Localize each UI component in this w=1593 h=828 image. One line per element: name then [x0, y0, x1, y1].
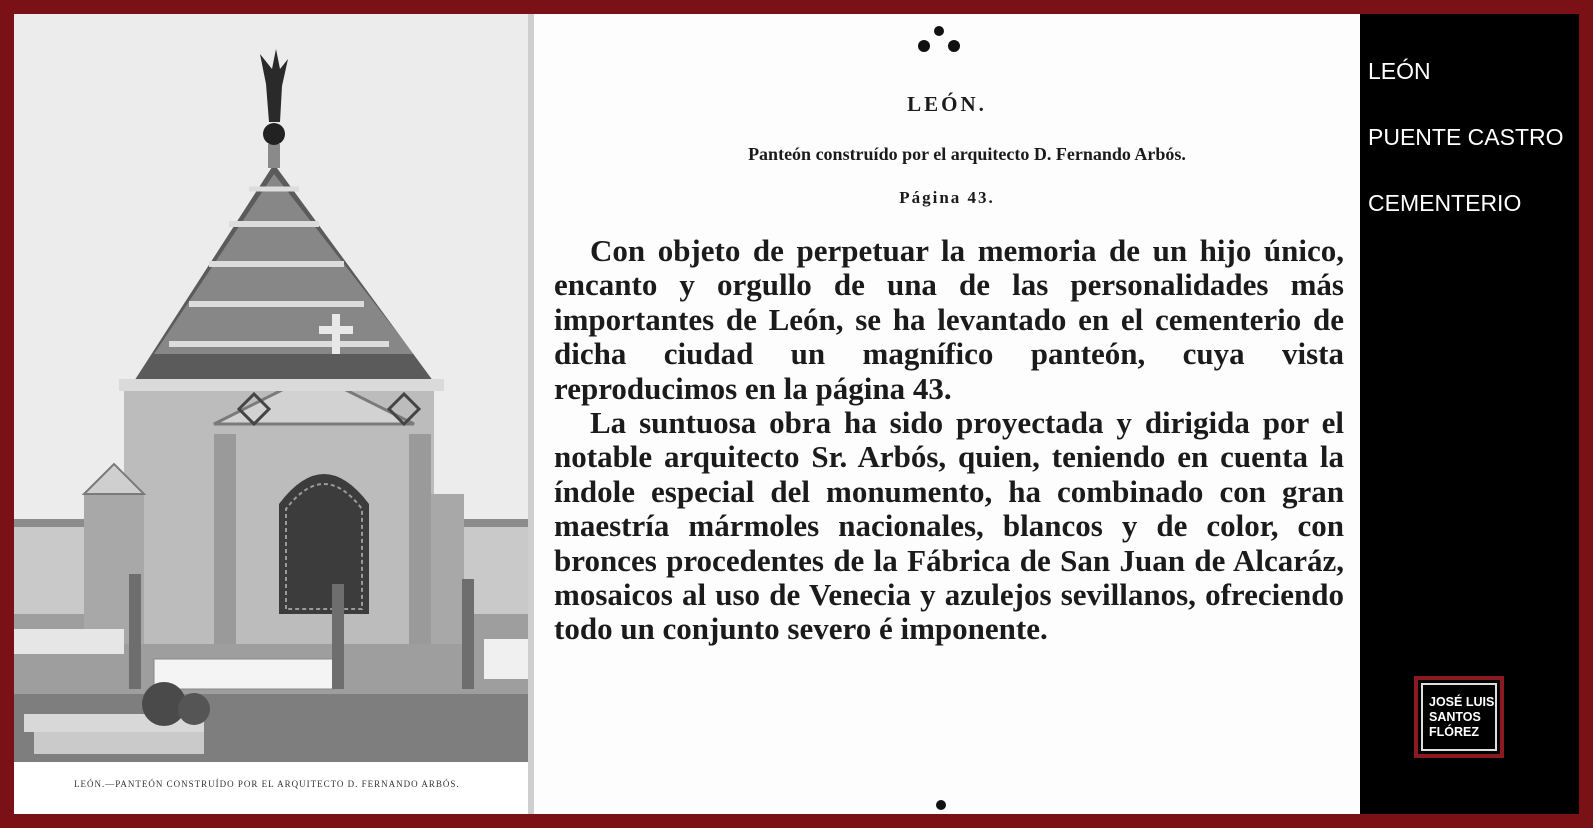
- mausoleum-photo: [14, 14, 528, 762]
- author-signature-box: [1414, 676, 1504, 758]
- article-heading: LEÓN.: [907, 92, 987, 116]
- author-line: JOSÉ LUIS: [1429, 694, 1495, 709]
- label-cementerio: CEMENTERIO: [1368, 190, 1522, 216]
- photo-caption: LEÓN.—PANTEÓN CONSTRUÍDO POR EL ARQUITECTO D. FERNANDO ARBÓS.: [74, 779, 460, 789]
- photo-panel: [14, 14, 528, 814]
- label-puente-castro: PUENTE CASTRO: [1368, 124, 1564, 150]
- author-signature: [1421, 683, 1497, 751]
- article-paragraph: Con objeto de perpetuar la memoria de un hijo único, encanto y orgullo de una de las personalidades más importantes de León, se ha levantado en el cementerio de dicha ciudad un magnífico panteón, cuya vista reproducimos en la página 43.: [554, 233, 1344, 406]
- author-line: FLÓREZ: [1429, 724, 1479, 739]
- ornament-dots-icon: [914, 24, 964, 54]
- article-subheading: Panteón construído por el arquitecto D. Fernando Arbós.: [748, 144, 1186, 164]
- mausoleum-illustration: [14, 14, 528, 762]
- article-page-reference: Página 43.: [899, 188, 995, 207]
- article-panel: [534, 14, 1360, 814]
- bottom-ornament-dot: [936, 800, 946, 810]
- article-paragraph: La suntuosa obra ha sido proyectada y dirigida por el notable arquitecto Sr. Arbós, quien, teniendo en cuenta la índole especial del monumento, ha combinado con gran maestría mármoles nacionales, blancos y de color, con bronces procedentes de la Fábrica de San Juan de Alcaráz, mosaicos al uso de Venecia y azulejos sevillanos, ofreciendo todo un conjunto severo é imponente.: [554, 405, 1344, 647]
- sidebar: [1360, 14, 1579, 814]
- content-frame: [14, 14, 1579, 814]
- article-body: [554, 234, 1344, 647]
- author-line: SANTOS: [1429, 709, 1481, 724]
- label-leon: LEÓN: [1368, 58, 1431, 84]
